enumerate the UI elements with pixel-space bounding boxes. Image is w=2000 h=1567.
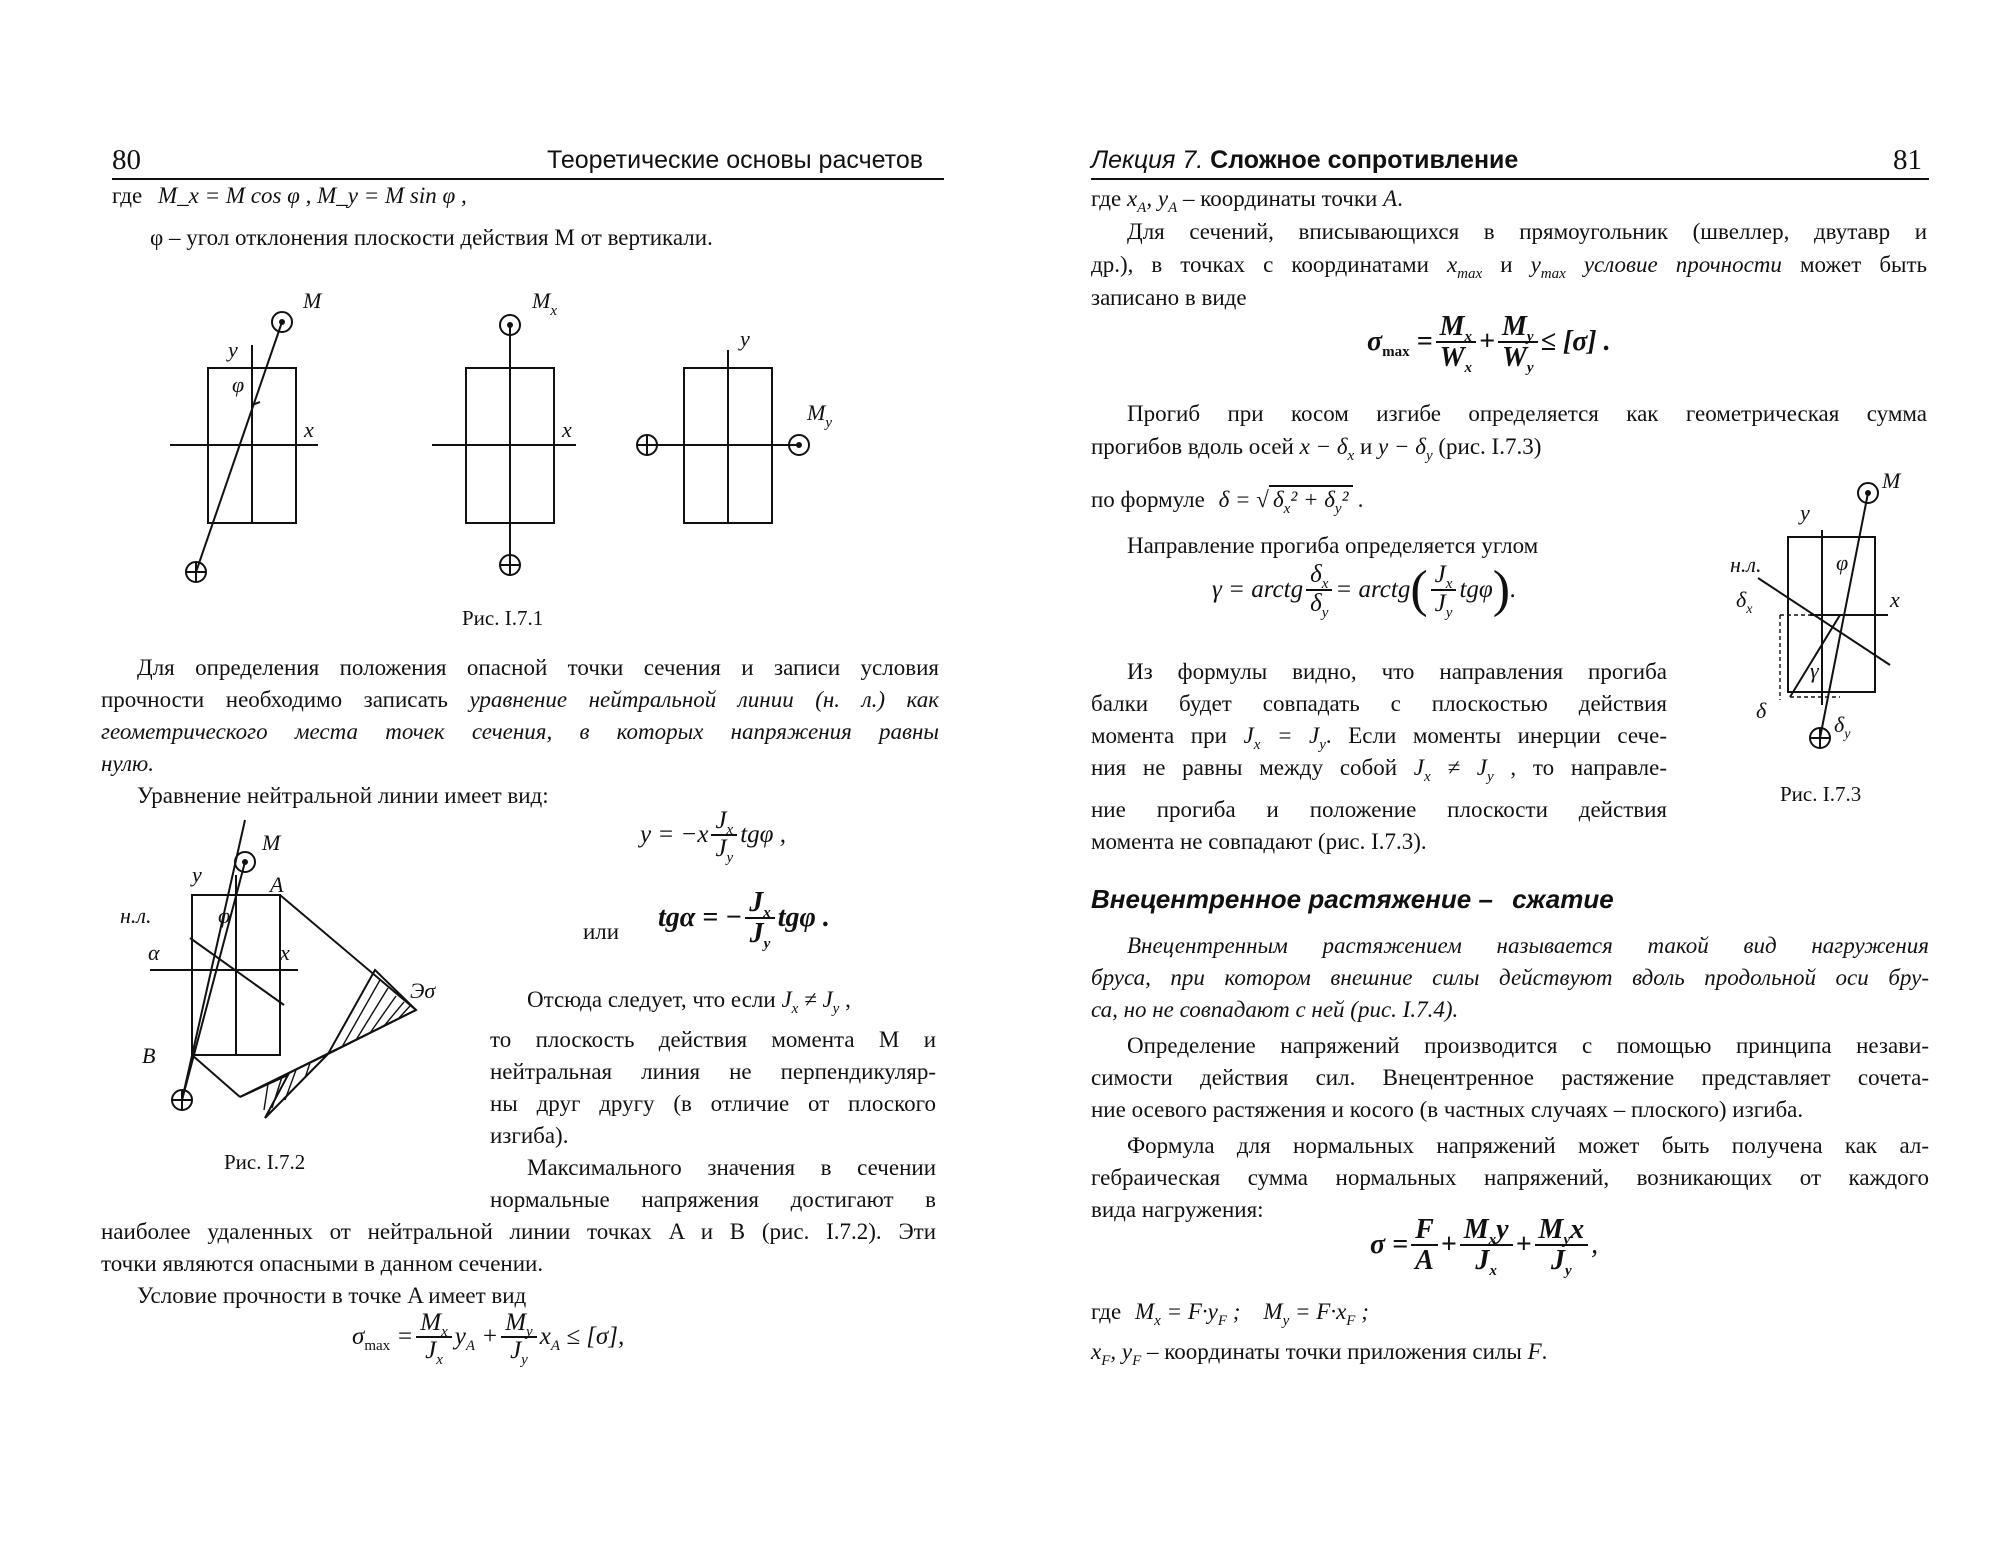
moment-components-formula: M_x = M cos φ , M_y = M sin φ , bbox=[157, 183, 467, 208]
figure-1-7-1-caption: Рис. I.7.1 bbox=[462, 606, 544, 630]
right-para2-line2: прогибов вдоль осей $x - \delta_x$ и $y - \delta_y$ (рис. I.7.3) bbox=[1091, 434, 1542, 464]
fig3-label-phi: φ bbox=[1836, 550, 1849, 575]
para2-line2: то плоскость действия момента M и bbox=[490, 1027, 936, 1052]
right-para5-line1: Определение напряжений производится с помощью принципа незави- bbox=[1127, 1033, 1929, 1058]
fig2-label-y: y bbox=[192, 862, 202, 887]
right-para5-line2: симости действия сил. Внецентренное растяжение представляет сочета- bbox=[1091, 1065, 1929, 1090]
right-para5-line3: ние осевого растяжения и косого (в частных случаях – плоского) изгиба. bbox=[1091, 1097, 1804, 1122]
right-para6-line3: вида нагружения: bbox=[1091, 1197, 1264, 1222]
formula-strength-condition-A: $\sigma_{max}$ = $\frac{M_x}{J_x}$ $y_A$ + $\frac{M_y}{J_y}$ $x_A \le [\sigma]$, bbox=[352, 1309, 625, 1369]
right-para3-line4: ния не равны между собой $J_x \ne J_y$ , то направле- bbox=[1091, 755, 1668, 785]
fig2-label-B: B bbox=[142, 1043, 156, 1068]
condition-intro: Условие прочности в точке A имеет вид bbox=[137, 1283, 527, 1308]
fig1-section-b bbox=[432, 315, 576, 575]
fig1-section-a bbox=[170, 312, 318, 582]
right-para2-line1: Прогиб при косом изгибе определяется как геометрическая сумма bbox=[1127, 401, 1927, 426]
para1-line4: нулю. bbox=[101, 751, 154, 776]
fig3-deflection-vector bbox=[1790, 615, 1840, 697]
right-para3-line2: балки будет совпадать с плоскостью действия bbox=[1091, 691, 1667, 716]
right-para1-line1: Для сечений, вписывающихся в прямоугольник (швеллер, двутавр и bbox=[1127, 219, 1927, 244]
formula-eccentric-stress: σ = $\frac{F}{A}$ + $\frac{M_xy}{J_x}$ + $\frac{M_yx}{J_y}$ , bbox=[1370, 1214, 1599, 1280]
direction-intro: Направление прогиба определяется углом bbox=[1127, 533, 1539, 558]
force-point-coords-line: $x_F$, $y_F$ – координаты точки приложения силы F. bbox=[1091, 1339, 1548, 1369]
para3-line2: нормальные напряжения достигают в bbox=[490, 1187, 936, 1212]
section-heading: Внецентренное растяжение – сжатие bbox=[1091, 884, 1614, 914]
para2-line4: ны друг другу (в отличие от плоского bbox=[490, 1091, 936, 1116]
fig1a-label-x: x bbox=[304, 417, 314, 442]
coords-A-line: где $x_A$, $y_A$ – координаты точки A. bbox=[1091, 186, 1403, 216]
right-para4-line3: са, но не совпадают с ней (рис. I.7.4). bbox=[1091, 997, 1459, 1022]
fig2-label-nl: н.л. bbox=[120, 903, 152, 928]
para3-line3: наиболее удаленных от нейтральной линии точках A и B (рис. I.7.2). Эти bbox=[101, 1219, 936, 1244]
right-para3-line5: ние прогиба и положение плоскости действия bbox=[1091, 797, 1667, 822]
fig1b-label-x: x bbox=[562, 417, 572, 442]
fig1a-label-M: M bbox=[303, 288, 322, 313]
fig2-label-phi: φ bbox=[218, 903, 231, 928]
fig2-label-x: x bbox=[280, 940, 290, 965]
para1-line3: геометрического места точек сечения, в которых напряжения равны bbox=[101, 719, 939, 744]
phi-description: φ – угол отклонения плоскости действия M от вертикали. bbox=[150, 225, 713, 250]
right-para4-line1: Внецентренным растяжением называется такой вид нагружения bbox=[1127, 933, 1929, 958]
fig1c-label-y: y bbox=[740, 326, 750, 351]
fig1b-label-Mx: $M_x$ bbox=[532, 288, 557, 319]
fig2-projection-A bbox=[280, 895, 416, 1010]
running-header-left: Теоретические основы расчетов bbox=[547, 146, 924, 174]
moments-through-force-line: где $M_x = F\cdot y_F$ ; $M_y = F\cdot x_F$ ; bbox=[1091, 1299, 1369, 1329]
formula-tg-alpha: tgα = − $\frac{J_x}{J_y}$ tgφ . bbox=[658, 887, 830, 953]
header-rule-right bbox=[1091, 178, 1929, 180]
para3-line4: точки являются опасными в данном сечении. bbox=[101, 1251, 544, 1276]
para2-line1: Отсюда следует, что если $J_x \ne J_y$ , bbox=[527, 987, 851, 1017]
right-para4-line2: бруса, при котором внешние силы действуют вдоль продольной оси бру- bbox=[1091, 965, 1929, 990]
right-para1-line3: записано в виде bbox=[1091, 285, 1247, 310]
para2-line3: нейтральная линия не перпендикуляр- bbox=[490, 1059, 936, 1084]
figure-1-7-3-caption: Рис. I.7.3 bbox=[1780, 782, 1862, 806]
fig3-label-dx: $\delta_x$ bbox=[1736, 587, 1753, 617]
fig1-section-c bbox=[637, 350, 809, 523]
neutral-line-intro: Уравнение нейтральной линии имеет вид: bbox=[137, 783, 549, 808]
formula-delta-line: по формуле δ = √ $\delta_x^2 + \delta_y^2$ . bbox=[1091, 487, 1364, 517]
moment-components-line: где M_x = M cos φ , M_y = M sin φ , bbox=[112, 183, 467, 208]
figure-1-7-2-caption: Рис. I.7.2 bbox=[224, 1150, 306, 1174]
fig1a-label-y: y bbox=[228, 337, 238, 362]
fig3-label-dy: $\delta_y$ bbox=[1834, 712, 1851, 742]
fig2-stress-diagram-upper bbox=[328, 970, 416, 1054]
para1-line1: Для определения положения опасной точки сечения и записи условия bbox=[137, 655, 939, 680]
formula-or: или bbox=[583, 919, 620, 944]
right-para3-line1: Из формулы видно, что направления прогиба bbox=[1127, 659, 1667, 684]
figure-1-7-2 bbox=[120, 820, 460, 1120]
fig2-projection-B bbox=[192, 1055, 240, 1097]
fig2-label-alpha: α bbox=[148, 940, 160, 965]
page-number-right: 81 bbox=[1893, 144, 1922, 176]
fig2-label-A: A bbox=[270, 872, 284, 897]
fig2-hatching bbox=[264, 980, 410, 1110]
right-para6-line2: гебраическая сумма нормальных напряжений, возникающих от каждого bbox=[1091, 1165, 1929, 1190]
para1-line2: прочности необходимо записать уравнение нейтральной линии (н. л.) как bbox=[101, 687, 940, 712]
figure-1-7-1 bbox=[170, 280, 850, 600]
formula-sigma-max-W: $\sigma_{max}$ = $\frac{M_x}{W_x}$ + $\frac{M_y}{W_y}$ ≤ [σ] . bbox=[1367, 311, 1611, 377]
formula-gamma: γ = arctg $\frac{\delta_x}{\delta_y}$ = arctg ( $\frac{J_x}{J_y}$ tgφ ) . bbox=[1212, 561, 1517, 621]
right-para1-line2: др.), в точках с координатами $x_{max}$ и $y_{max}$ условие прочности может быть bbox=[1091, 252, 1928, 282]
formula-neutral-line: y = −x $\frac{J_x}{J_y}$ tgφ , bbox=[640, 807, 786, 867]
right-page bbox=[1000, 0, 2000, 1567]
fig3-label-M: M bbox=[1882, 468, 1901, 493]
fig3-label-delta: δ bbox=[1756, 698, 1767, 723]
para3-line1: Максимального значения в сечении bbox=[527, 1155, 936, 1180]
fig3-label-gamma: γ bbox=[1810, 658, 1819, 683]
fig1a-label-phi: φ bbox=[232, 372, 245, 397]
running-header-right: Лекция 7. Сложное сопротивление bbox=[1091, 146, 1519, 174]
fig2-label-sigma: Эσ bbox=[410, 978, 436, 1003]
fig3-label-x: x bbox=[1890, 587, 1900, 612]
fig2-stress-diagram-lower bbox=[240, 1054, 328, 1118]
fig1c-label-My: $M_y$ bbox=[807, 400, 832, 431]
right-para6-line1: Формула для нормальных напряжений может быть получена как ал- bbox=[1127, 1133, 1929, 1158]
fig3-label-nl: н.л. bbox=[1730, 552, 1762, 577]
fig2-label-M: M bbox=[262, 830, 281, 855]
figure-1-7-3 bbox=[1700, 470, 1930, 770]
para2-line5: изгиба). bbox=[490, 1123, 569, 1148]
right-para3-line6: момента не совпадают (рис. I.7.3). bbox=[1091, 829, 1427, 854]
page-number-left: 80 bbox=[112, 144, 141, 176]
fig3-neutral-line bbox=[1758, 578, 1890, 665]
fig3-label-y: y bbox=[1800, 500, 1810, 525]
right-para3-line3: момента при $J_x = J_y$. Если моменты инерции сече- bbox=[1091, 723, 1667, 753]
fig1a-phi-arc bbox=[252, 402, 260, 405]
